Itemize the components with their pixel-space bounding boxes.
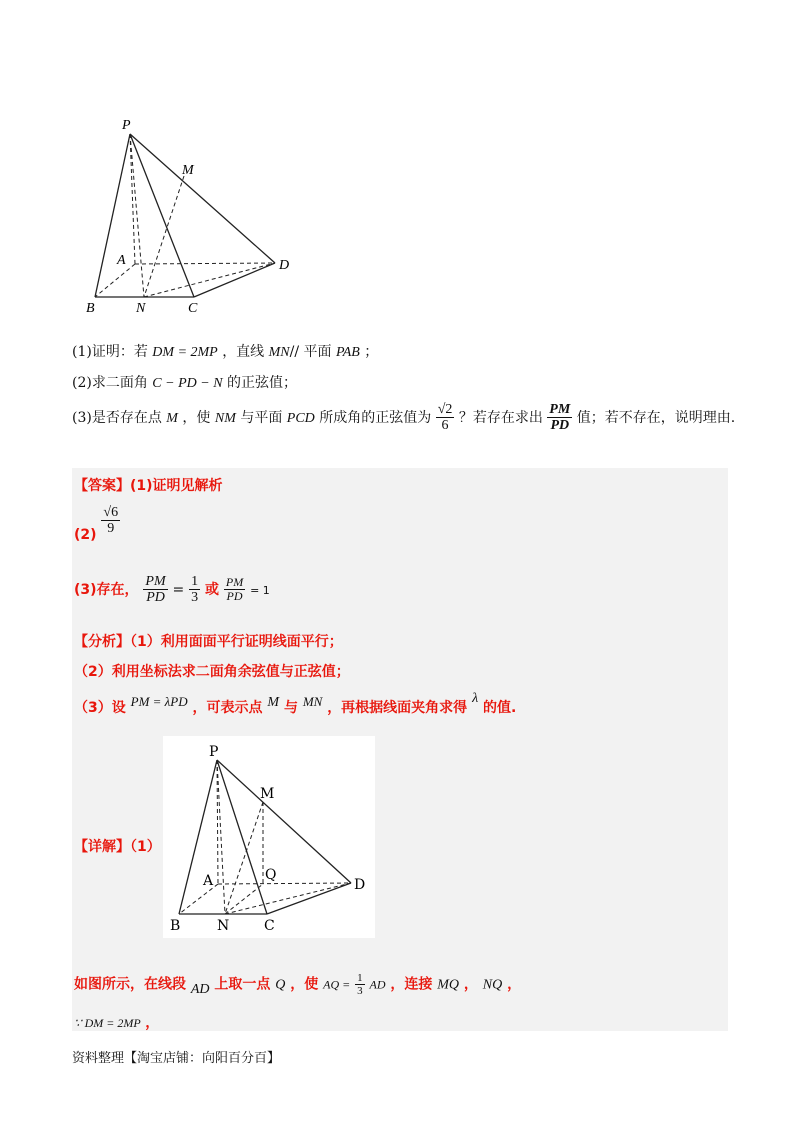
pyramid-figure-2: [163, 736, 375, 938]
question-2: (2)求二面角 C − PD − N 的正弦值；: [72, 375, 297, 391]
footer-source: 资料整理【淘宝店铺：向阳百分百】: [72, 1051, 281, 1066]
label-N: N: [136, 301, 146, 316]
detail-line-2: ∵ DM = 2MP ，: [74, 1015, 160, 1031]
label-B: B: [86, 301, 95, 316]
label-A: A: [117, 253, 126, 268]
fraction-PM-PD-b: $\frac{PM}{PD}$: [225, 575, 244, 604]
fig2-label-C: C: [264, 918, 275, 934]
fraction-PM-PD-a: $\frac{PM}{PD}$: [145, 574, 166, 606]
fig2-label-N: N: [217, 918, 230, 934]
fraction-1-over-3: $\frac{1}{3}$: [191, 574, 199, 606]
answer-line-1: 【答案】(1)证明见解析: [74, 478, 223, 494]
fig2-label-M: M: [260, 786, 275, 802]
fraction-PM-over-PD: $\frac{PM}{PD}$: [549, 402, 571, 434]
analysis-line-3: （3）设 PM = λPD ，可表示点 M 与 MN ，再根据线面夹角求得 λ 的值.: [74, 691, 517, 716]
label-D: D: [279, 258, 290, 273]
answer-line-2: (2) $\frac{√6}{9}$: [74, 505, 119, 543]
label-M: M: [182, 163, 194, 178]
question-1: (1)证明：若 DM = 2MP ，直线 MN// 平面 PAB ；: [72, 344, 379, 360]
fraction-1-over-3-detail: $\frac{1}{3}$: [357, 972, 363, 998]
pyramid-diagram-2: [163, 736, 375, 938]
pyramid-figure-1: [80, 112, 300, 317]
fig2-label-P: P: [209, 744, 219, 760]
analysis-line-1: 【分析】（1）利用面面平行证明线面平行；: [74, 634, 343, 650]
fig2-label-Q: Q: [265, 867, 277, 883]
fig2-label-D: D: [354, 877, 366, 893]
fig2-label-B: B: [170, 918, 181, 934]
detail-line-1: 如图所示，在线段 AD 上取一点 Q ，使 AQ = $\frac{1}{3}$ AD ，连接 MQ ， NQ ，: [74, 972, 522, 998]
answer-line-3: (3)存在， $\frac{PM}{PD}$ = $\frac{1}{3}$ 或 $\frac{PM}{PD}$ = 1: [74, 574, 270, 606]
detail-label: 【详解】（1）: [74, 839, 161, 855]
fig2-label-A: A: [203, 873, 214, 889]
label-P: P: [122, 118, 131, 133]
label-C: C: [188, 301, 198, 316]
fraction-sqrt6-over-9: $\frac{√6}{9}$: [103, 505, 119, 537]
question-3: (3)是否存在点 M ，使 NM 与平面 PCD 所成角的正弦值为 $\frac{√2}{6}$ ？若存在求出 $\frac{PM}{PD}$ 值；若不存在，说明理由.: [72, 402, 736, 434]
fraction-sqrt2-over-6: $\frac{√2}{6}$: [437, 402, 453, 434]
analysis-line-2: （2）利用坐标法求二面角余弦值与正弦值；: [74, 664, 350, 680]
pyramid-diagram-1: [80, 112, 300, 317]
